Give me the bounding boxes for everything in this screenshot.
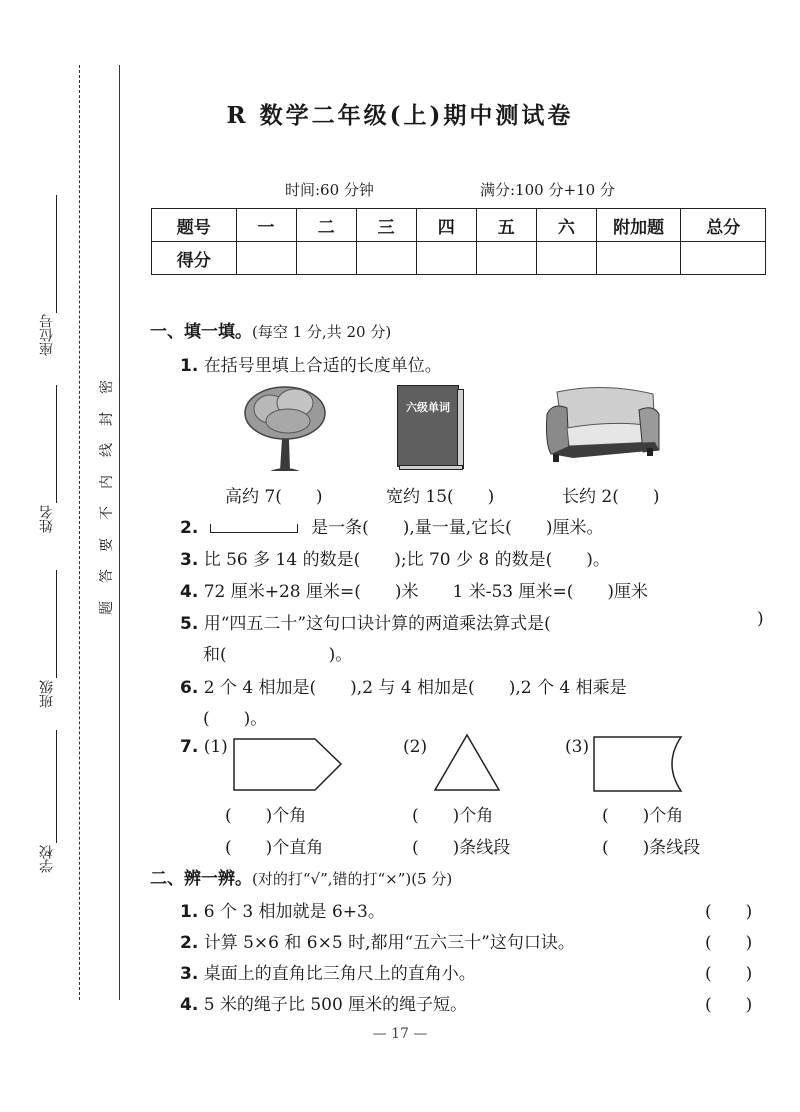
- score-header-cell: 三: [356, 209, 416, 242]
- question-number: 5.: [180, 614, 199, 634]
- page-number: — 17 —: [372, 1026, 428, 1042]
- question-text: 比 56 多 14 的数是( );比 70 少 8 的数是( )。: [203, 550, 610, 570]
- question-text: 计算 5×6 和 6×5 时,都用“五六三十”这句口诀。: [203, 933, 575, 953]
- question-number: 3.: [180, 550, 199, 570]
- score-cell[interactable]: [356, 242, 416, 275]
- question-6-line2: ( )。: [203, 709, 268, 729]
- score-cell[interactable]: [536, 242, 596, 275]
- figure-3-angles: ( )个角: [602, 806, 684, 826]
- score-cell[interactable]: [416, 242, 476, 275]
- answer-blank[interactable]: ( ): [705, 964, 753, 984]
- full-score: 满分:100 分+10 分: [480, 181, 615, 199]
- question-text: 5 米的绳子比 500 厘米的绳子短。: [203, 995, 468, 1015]
- score-header-cell: 六: [536, 209, 596, 242]
- score-cell[interactable]: [296, 242, 356, 275]
- tree-caption: 高约 7( ): [225, 487, 323, 507]
- exam-time: 时间:60 分钟: [285, 181, 374, 199]
- school-label: 学校: [39, 845, 55, 873]
- question-text: 6 个 3 相加就是 6+3。: [203, 902, 385, 922]
- figure-2-segments: ( )条线段: [412, 838, 511, 858]
- answer-blank[interactable]: ( ): [705, 995, 753, 1015]
- question-3: [180, 545, 610, 570]
- seal-char: 封: [99, 411, 115, 426]
- figure-2-label: (2): [403, 737, 428, 757]
- figure-2-angles: ( )个角: [412, 806, 494, 826]
- score-header-cell: 五: [476, 209, 536, 242]
- question-5-line1: [180, 609, 551, 634]
- question-number: 2.: [180, 518, 199, 538]
- question-1: [180, 351, 442, 376]
- score-cell[interactable]: [681, 242, 766, 275]
- page-title: R 数学二年级(上)期中测试卷: [226, 102, 574, 129]
- figure-3-segments: ( )条线段: [602, 838, 701, 858]
- judge-item-1: [180, 897, 385, 922]
- book-caption: 宽约 15( ): [386, 487, 495, 507]
- tree-picture: [240, 383, 330, 473]
- score-table-score-row: [152, 242, 766, 275]
- class-field[interactable]: [40, 570, 57, 678]
- judge-item-3: [180, 959, 476, 984]
- section2-heading: [150, 864, 452, 889]
- section2-title: 二、辨一辨。: [150, 869, 252, 889]
- book-picture: [397, 385, 463, 469]
- question-text: 在括号里填上合适的长度单位。: [203, 356, 442, 376]
- score-cell[interactable]: [236, 242, 296, 275]
- question-number: 7.: [180, 737, 199, 757]
- judge-item-4: [180, 990, 467, 1015]
- book-label: 六级单词: [406, 401, 450, 414]
- answer-blank[interactable]: ( ): [705, 933, 753, 953]
- question-text: 用“四五二十”这句口诀计算的两道乘法算式是(: [203, 614, 551, 634]
- seal-char: 密: [99, 380, 115, 394]
- seal-char: 不: [99, 506, 115, 520]
- score-header-cell: 题号: [152, 209, 237, 242]
- line-segment: [210, 524, 298, 533]
- score-table-header-row: [152, 209, 766, 242]
- question-2: [180, 513, 603, 538]
- seal-text: [100, 380, 114, 615]
- question-7: [180, 737, 228, 757]
- seal-char: 答: [99, 569, 115, 583]
- question-4: [180, 577, 648, 602]
- question-number: 2.: [180, 933, 199, 953]
- question-6-line1: [180, 673, 627, 698]
- figure-3-label: (3): [565, 737, 590, 757]
- score-header-cell: 总分: [681, 209, 766, 242]
- question-text: 是一条( ),量一量,它长( )厘米。: [311, 518, 604, 538]
- score-table: [151, 208, 766, 275]
- score-header-cell: 四: [416, 209, 476, 242]
- question-number: 6.: [180, 678, 199, 698]
- seal-char: 内: [99, 474, 115, 489]
- binding-solid-line: [119, 65, 120, 1000]
- seat-field[interactable]: [40, 195, 57, 313]
- name-field[interactable]: [40, 385, 57, 503]
- seal-char: 要: [99, 537, 115, 552]
- sofa-picture: [543, 384, 661, 464]
- sofa-caption: 长约 2( ): [562, 487, 660, 507]
- section1-title: 一、填一填。: [150, 322, 252, 342]
- section1-note: (每空 1 分,共 20 分): [252, 323, 392, 341]
- figure-1-label: (1): [203, 737, 228, 757]
- question-text: 桌面上的直角比三角尺上的直角小。: [203, 964, 476, 984]
- figure-1-angles: ( )个角: [225, 806, 307, 826]
- seat-label: 座位号: [39, 314, 55, 356]
- pentagon-shape: [233, 737, 343, 793]
- question-number: 1.: [180, 902, 199, 922]
- figure-1-right-angles: ( )个直角: [225, 838, 324, 858]
- score-row-label: 得分: [152, 242, 237, 275]
- score-header-cell: 附加题: [596, 209, 681, 242]
- seal-char: 题: [99, 600, 115, 615]
- triangle-shape: [433, 733, 501, 793]
- judge-item-2: [180, 928, 575, 953]
- binding-dashed-line: [79, 65, 80, 1000]
- question-text: 72 厘米+28 厘米=( )米 1 米-53 厘米=( )厘米: [203, 582, 649, 602]
- class-label: 班级: [39, 680, 55, 708]
- score-header-cell: 二: [296, 209, 356, 242]
- question-number: 4.: [180, 995, 199, 1015]
- score-cell[interactable]: [596, 242, 681, 275]
- score-cell[interactable]: [476, 242, 536, 275]
- section1-heading: [150, 317, 391, 342]
- answer-blank[interactable]: ( ): [705, 902, 753, 922]
- question-number: 1.: [180, 356, 199, 376]
- question-5-line2: 和( )。: [203, 645, 353, 665]
- question-number: 4.: [180, 582, 199, 602]
- school-field[interactable]: [40, 730, 57, 843]
- name-label: 姓名: [39, 505, 55, 533]
- question-text: 2 个 4 相加是( ),2 与 4 相加是( ),2 个 4 相乘是: [203, 678, 627, 698]
- section2-note: (对的打“√”,错的打“×”)(5 分): [252, 870, 453, 888]
- seal-char: 线: [99, 443, 115, 457]
- score-header-cell: 一: [236, 209, 296, 242]
- curved-shape: [593, 735, 685, 793]
- question-5-paren-close: ): [757, 609, 764, 629]
- question-number: 3.: [180, 964, 199, 984]
